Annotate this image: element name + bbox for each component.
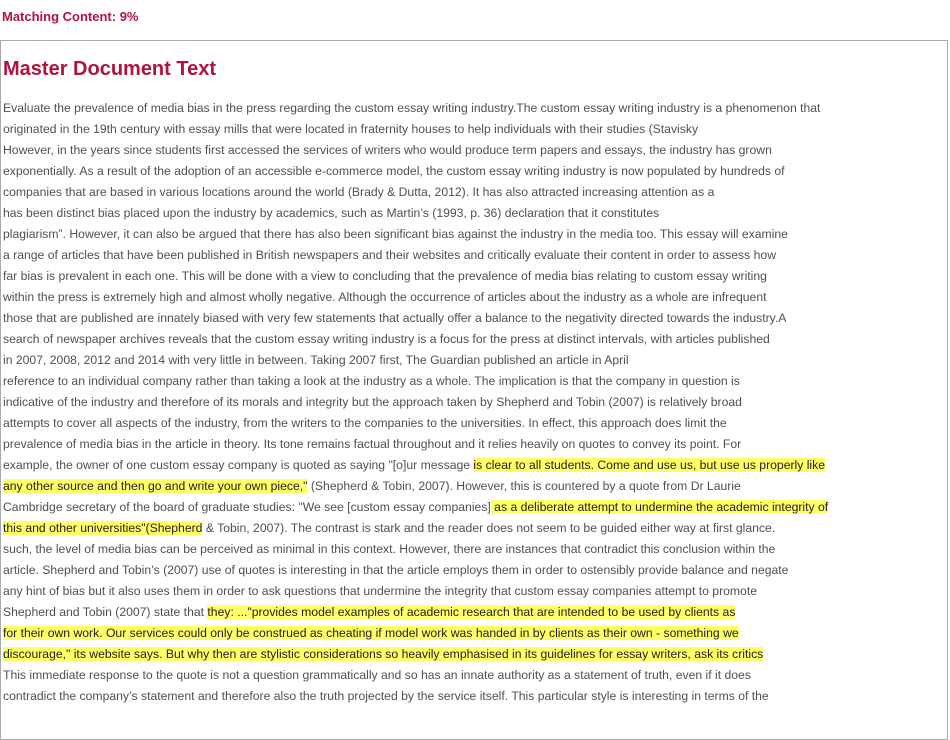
document-line [3,140,943,161]
document-line [3,287,943,308]
matched-text-highlight: they: ..."provides model examples of academic research that are intended to be used by clients as [207,605,736,619]
document-line [3,203,943,224]
matched-text-highlight: any other source and then go and write your own piece," [3,479,308,493]
document-text-segment: exponentially. As a result of the adoption of an accessible e-commerce model, the custom essay writing industry is now populated by hundreds of [3,164,785,178]
document-text-segment: those that are published are innately biased with very few statements that actually offer a balance to the negativity directed towards the industry.A [3,311,787,325]
matched-text-highlight: this and other universities"(Shepherd [3,521,203,535]
document-text-segment: within the press is extremely high and almost wholly negative. Although the occurrence of articles about the industry as a whole are infrequent [3,290,767,304]
document-text-segment: companies that are based in various locations around the world (Brady & Dutta, 2012). It has also attracted increasing attention as a [3,185,715,199]
document-line [3,518,943,539]
matched-text-highlight: for their own work. Our services could only be construed as cheating if model work was handed in by clients as their own - something we [3,626,739,640]
document-text-segment: reference to an individual company rather than taking a look at the industry as a whole. The implication is that the company in question is [3,374,740,388]
document-text-segment: However, in the years since students first accessed the services of writers who would produce term papers and essays, the industry has grown [3,143,772,157]
document-text-segment: Shepherd and Tobin (2007) state that [3,605,208,619]
document-line [3,308,943,329]
matched-text-highlight: as a deliberate attempt to undermine the academic integrity of [490,500,829,514]
document-line [3,245,943,266]
document-line [3,686,943,707]
document-line [3,434,943,455]
document-line [3,581,943,602]
document-line [3,98,943,119]
document-line [3,329,943,350]
matching-content-label: Matching Content: 9% [2,9,139,24]
document-text-segment: contradict the company’s statement and therefore also the truth projected by the service itself. This particular style is interesting in terms of the [3,689,769,703]
document-line [3,371,943,392]
document-line [3,560,943,581]
document-title: Master Document Text [3,58,217,80]
document-text-segment: & Tobin, 2007). The contrast is stark and the reader does not seem to be guided either way at first glance. [202,521,776,535]
document-body [3,98,943,707]
document-text-segment: far bias is prevalent in each one. This will be done with a view to concluding that the prevalence of media bias relating to custom essay writing [3,269,767,283]
document-line [3,182,943,203]
document-text-segment: (Shepherd & Tobin, 2007). However, this is countered by a quote from Dr Laurie [307,479,741,493]
document-text-segment: search of newspaper archives reveals that the custom essay writing industry is a focus for the press at distinct intervals, with articles published [3,332,770,346]
document-line [3,266,943,287]
document-line [3,161,943,182]
document-text-segment: any hint of bias but it also uses them in order to ask questions that undermine the integrity that custom essay companies attempt to promote [3,584,757,598]
document-text-segment: such, the level of media bias can be perceived as minimal in this context. However, there are instances that contradict this conclusion within the [3,542,776,556]
document-text-segment: example, the owner of one custom essay company is quoted as saying "[o]ur message [3,458,474,472]
document-line [3,644,943,665]
document-line [3,350,943,371]
document-text-segment: prevalence of media bias in the article in theory. Its tone remains factual throughout and it relies heavily on quotes to convey its point. For [3,437,742,451]
matched-text-highlight: discourage," its website says. But why then are stylistic considerations so heavily emphasised in its guidelines for essay writers, ask its critics [3,647,764,661]
document-line [3,539,943,560]
document-line [3,224,943,245]
document-text-segment: attempts to cover all aspects of the industry, from the writers to the companies to the universities. In effect, this approach does limit the [3,416,727,430]
document-text-segment: a range of articles that have been published in British newspapers and their websites and critically evaluate their content in order to assess how [3,248,776,262]
document-line [3,623,943,644]
document-line [3,602,943,623]
document-line [3,413,943,434]
document-line [3,119,943,140]
document-text-segment: This immediate response to the quote is not a question grammatically and so has an innate authority as a statement of truth, even if it does [3,668,751,682]
document-line [3,476,943,497]
document-text-segment: article. Shepherd and Tobin’s (2007) use of quotes is interesting in that the article employs them in order to ostensibly provide balance and negate [3,563,789,577]
document-text-segment: indicative of the industry and therefore of its morals and integrity but the approach taken by Shepherd and Tobin (2007) is relatively broad [3,395,742,409]
document-text-segment: plagiarism”. However, it can also be argued that there has also been significant bias against the industry in the media too. This essay will examine [3,227,788,241]
document-text-segment: originated in the 19th century with essay mills that were located in fraternity houses to help individuals with their studies (Stavisky [3,122,699,136]
matched-text-highlight: is clear to all students. Come and use us, but use us properly like [473,458,826,472]
document-line [3,665,943,686]
document-line [3,455,943,476]
document-line [3,497,943,518]
document-text-segment: Evaluate the prevalence of media bias in the press regarding the custom essay writing industry.The custom essay writing industry is a phenomenon that [3,101,821,115]
master-document-panel[interactable] [0,40,948,740]
document-text-segment: in 2007, 2008, 2012 and 2014 with very little in between. Taking 2007 first, The Guardian published an article in April [3,353,629,367]
document-line [3,392,943,413]
document-text-segment: Cambridge secretary of the board of graduate studies: "We see [custom essay companies] [3,500,491,514]
document-text-segment: has been distinct bias placed upon the industry by academics, such as Martin’s (1993, p. 36) declaration that it constitutes [3,206,660,220]
